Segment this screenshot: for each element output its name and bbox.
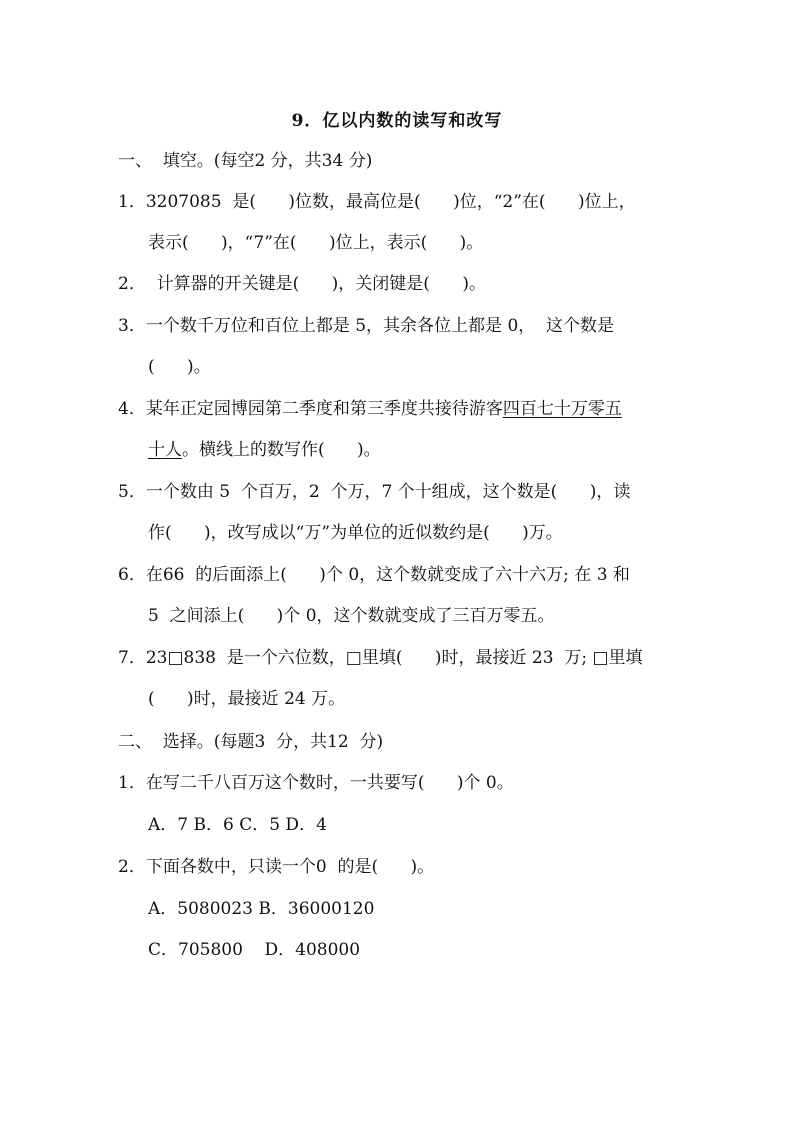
- s1-q4-underlined-number-words-part1: 四百七十万零五: [502, 399, 622, 419]
- s1-q5-line1: 5．一个数由 5 个百万，2 个万，7 个十组成，这个数是( )，读: [118, 482, 631, 502]
- s2-q1-options: A．7 B．6 C．5 D．4: [148, 815, 327, 835]
- s1-q4-underlined-number-words-part2: 十人: [148, 440, 182, 460]
- s2-q1-line1: 1．在写二千八百万这个数时，一共要写( )个 0。: [118, 773, 514, 793]
- s2-q2-options-line1: A．5080023 B．36000120: [148, 899, 375, 919]
- s1-q1-line1: 1．3207085 是( )位数，最高位是( )位，“2”在( )位上，: [118, 192, 636, 212]
- s1-q2-line1: 2． 计算器的开关键是( )，关闭键是( )。: [118, 274, 486, 294]
- s1-q3-line2: ( )。: [148, 357, 211, 377]
- s1-q4-line1: [118, 397, 622, 421]
- s1-q6-line1: 6．在66 的后面添上( )个 0，这个数就变成了六十六万; 在 3 和: [118, 565, 630, 585]
- s1-q1-line2: 表示( )，“7”在( )位上，表示( )。: [148, 233, 484, 253]
- page-title: 9．亿以内数的读写和改写: [291, 111, 503, 131]
- s2-q2-options-line2: C．705800 D．408000: [148, 940, 361, 960]
- s1-q4-line1-text: 4．某年正定园博园第二季度和第三季度共接待游客: [118, 399, 503, 419]
- s1-q7-line1: 7．23□838 是一个六位数，□里填( )时，最接近 23 万; □里填: [118, 648, 643, 668]
- s1-q3-line1: 3．一个数千万位和百位上都是 5，其余各位上都是 0， 这个数是: [118, 316, 615, 336]
- section-2-heading: 二、 选择。(每题3 分，共12 分): [118, 732, 384, 752]
- s2-q2-line1: 2．下面各数中，只读一个0 的是( )。: [118, 857, 435, 877]
- section-1-heading: 一、 填空。(每空2 分，共34 分): [118, 151, 373, 171]
- s1-q7-line2: ( )时，最接近 24 万。: [148, 689, 346, 709]
- s1-q6-line2: 5 之间添上( )个 0，这个数就变成了三百万零五。: [148, 606, 555, 626]
- s1-q4-line2-text: 。横线上的数写作( )。: [182, 440, 381, 460]
- s1-q5-line2: 作( )，改写成以“万”为单位的近似数约是( )万。: [148, 523, 563, 543]
- s1-q4-line2: [148, 438, 381, 462]
